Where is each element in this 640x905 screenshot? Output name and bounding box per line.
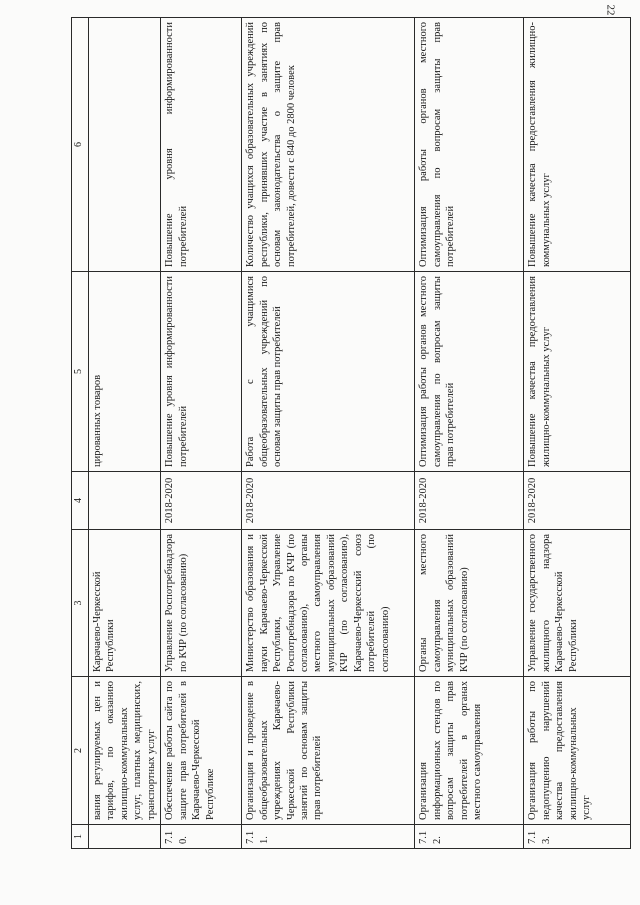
table-row xyxy=(242,18,415,849)
result-cell: Количество учащихся образовательных учреждений республики, принявших участие в занятиях по основам законодательства о защите прав потребителей, довести с 840 до 2800 человек xyxy=(242,18,415,272)
content-cell: цированных товаров xyxy=(89,272,161,472)
result-cell: Повышение качества предоставления жилищно-коммунальных услуг xyxy=(524,18,631,272)
header-row xyxy=(72,18,89,849)
header-cell: 4 xyxy=(72,472,89,530)
activity-cell: вания регулируемых цен и тарифов, по оказанию жилищно-коммунальных услуг, платных медицинских, транспортных услуг xyxy=(89,677,161,825)
period-cell: 2018-2020 xyxy=(524,472,631,530)
period-cell: 2018-2020 xyxy=(242,472,415,530)
table-row xyxy=(161,18,242,849)
header-cell: 2 xyxy=(72,677,89,825)
row-number: 7.10. xyxy=(161,825,242,849)
row-number: 7.13. xyxy=(524,825,631,849)
executor-cell: Карачаево-Черкесской Республики xyxy=(89,530,161,677)
content-cell: Оптимизация работы органов местного самоуправления по вопросам защиты прав потребителей xyxy=(415,272,524,472)
period-cell: 2018-2020 xyxy=(161,472,242,530)
executor-cell: Министерство образования и науки Карачаево-Черкесской Республики, Управление Роспотребнадзора по КЧР (по согласованию), органы местного самоуправления муниципальных образований КЧР (по согласованию), Карачаево-Черкесский союз потребителей (по согласованию) xyxy=(242,530,415,677)
header-cell: 1 xyxy=(72,825,89,849)
result-cell: Оптимизация работы органов местного самоуправления по вопросам защиты прав потребителей xyxy=(415,18,524,272)
program-table xyxy=(71,17,631,849)
activity-cell: Организация информационных стендов по вопросам защиты прав потребителей в органах местного самоуправления xyxy=(415,677,524,825)
period-cell xyxy=(89,472,161,530)
content-cell: Работа с учащимися общеобразовательных учреждений по основам защиты прав потребителей xyxy=(242,272,415,472)
table-row xyxy=(524,18,631,849)
table-row xyxy=(415,18,524,849)
period-cell: 2018-2020 xyxy=(415,472,524,530)
executor-cell: Управление государственного жилищного надзора Карачаево-Черкесской Республики xyxy=(524,530,631,677)
header-cell: 5 xyxy=(72,272,89,472)
row-number xyxy=(89,825,161,849)
content-cell: Повышение уровня информированности потребителей xyxy=(161,272,242,472)
row-number: 7.11. xyxy=(242,825,415,849)
page-number: 22 xyxy=(604,4,617,16)
executor-cell: Управление Роспотребнадзора по КЧР (по согласованию) xyxy=(161,530,242,677)
executor-cell: Органы местного самоуправления муниципальных образований КЧР (по согласованию) xyxy=(415,530,524,677)
activity-cell: Организация работы по недопущению нарушений качества предоставления жилищно-коммунальных услуг xyxy=(524,677,631,825)
activity-cell: Организация и проведение в общеобразовательных учреждениях Карачаево-Черкесской Республики занятий по основам защиты прав потребителей xyxy=(242,677,415,825)
header-cell: 3 xyxy=(72,530,89,677)
content-cell: Повышение качества предоставления жилищно-коммунальных услуг xyxy=(524,272,631,472)
result-cell: Повышение уровня информированности потребителей xyxy=(161,18,242,272)
header-cell: 6 xyxy=(72,18,89,272)
activity-cell: Обеспечение работы сайта по защите прав потребителей в Карачаево-Черкесской Республике xyxy=(161,677,242,825)
program-table-rotated xyxy=(71,18,613,849)
table-row xyxy=(89,18,161,849)
row-number: 7.12. xyxy=(415,825,524,849)
result-cell xyxy=(89,18,161,272)
